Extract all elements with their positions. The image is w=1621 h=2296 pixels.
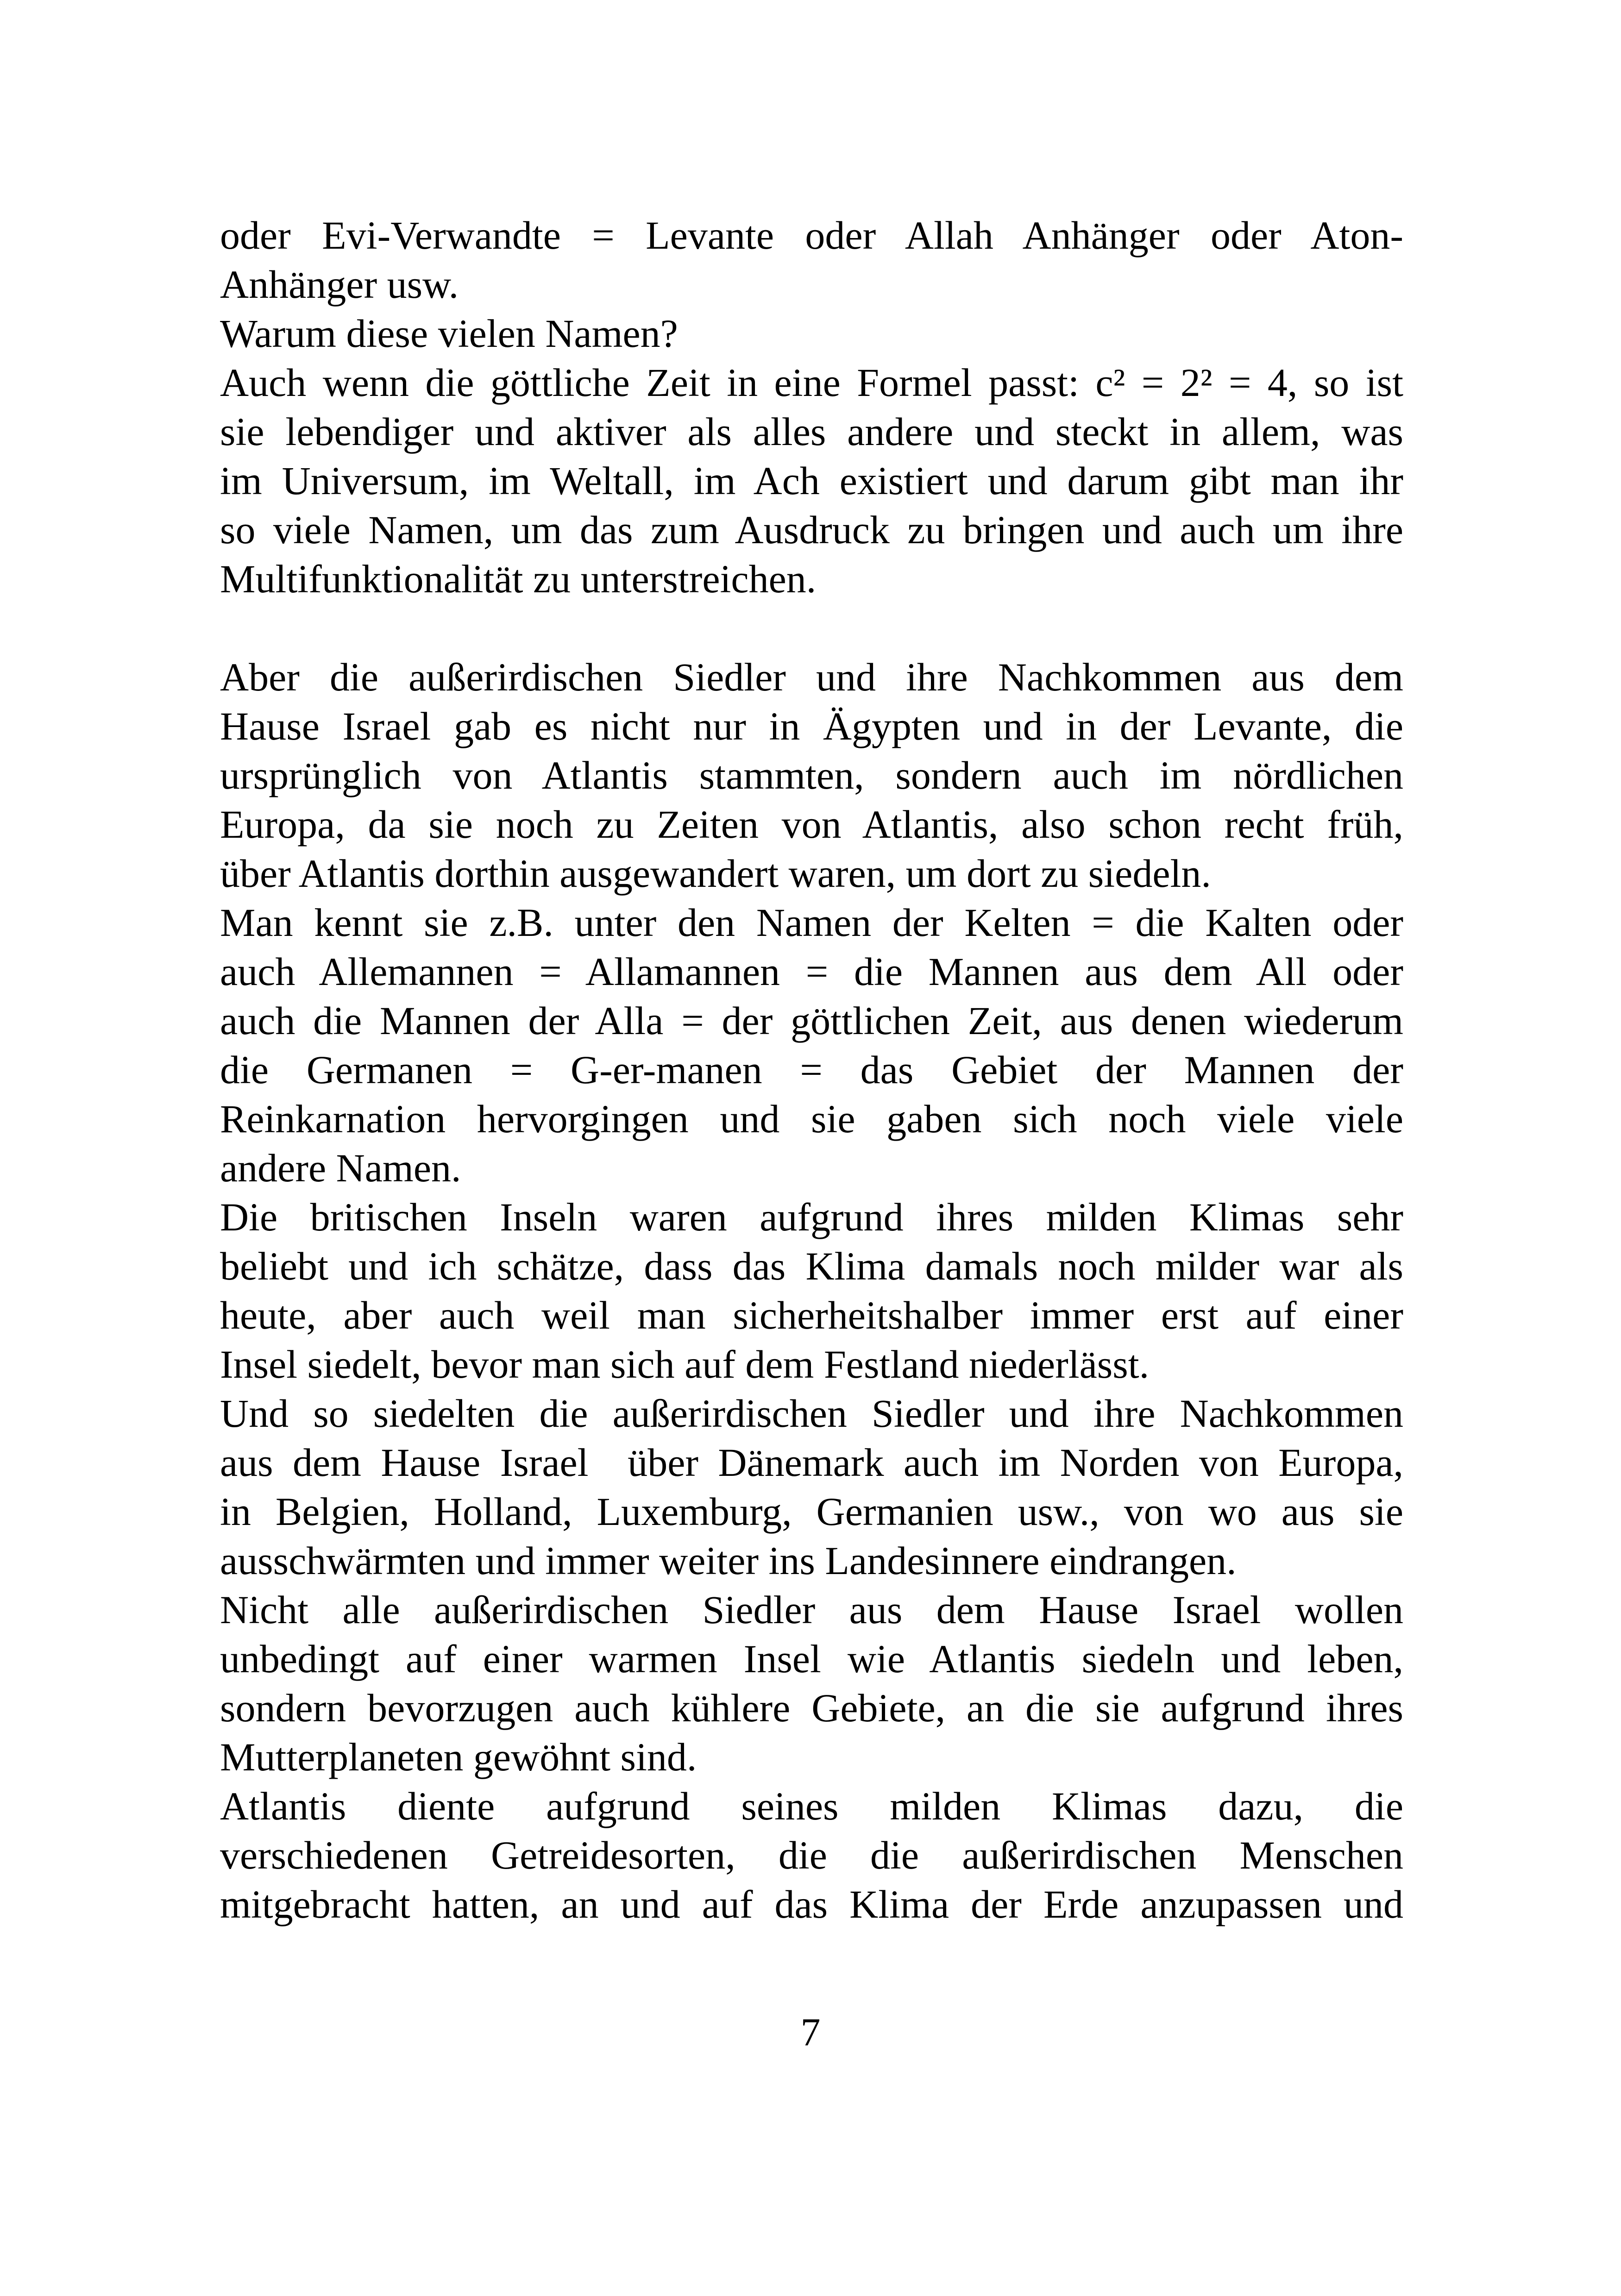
text-line: Die britischen Inseln waren aufgrund ihres milden Klimas sehr <box>220 1195 1403 1239</box>
text-line: ursprünglich von Atlantis stammten, sondern auch im nördlichen <box>220 753 1403 797</box>
text-line: Nicht alle außerirdischen Siedler aus dem Hause Israel wollen <box>220 1587 1403 1632</box>
text-line: so viele Namen, um das zum Ausdruck zu bringen und auch um ihre <box>220 508 1403 552</box>
text-line: Hause Israel gab es nicht nur in Ägypten und in der Levante, die <box>220 704 1403 748</box>
text-line: Atlantis diente aufgrund seines milden Klimas dazu, die <box>220 1784 1403 1828</box>
text-line: Man kennt sie z.B. unter den Namen der Kelten = die Kalten oder <box>220 900 1403 945</box>
text-line: verschiedenen Getreidesorten, die die außerirdischen Menschen <box>220 1833 1403 1877</box>
text-line: unbedingt auf einer warmen Insel wie Atlantis siedeln und leben, <box>220 1637 1403 1681</box>
text-line: über Atlantis dorthin ausgewandert waren, um dort zu siedeln. <box>220 851 1211 896</box>
text-line: die Germanen = G-er-manen = das Gebiet der Mannen der <box>220 1048 1403 1092</box>
text-line: auch Allemannen = Allamannen = die Mannen aus dem All oder <box>220 949 1403 994</box>
text-line: beliebt und ich schätze, dass das Klima damals noch milder war als <box>220 1244 1403 1288</box>
text-line: Reinkarnation hervorgingen und sie gaben sich noch viele viele <box>220 1097 1403 1141</box>
text-line: sondern bevorzugen auch kühlere Gebiete, an die sie aufgrund ihres <box>220 1686 1403 1730</box>
text-line: Anhänger usw. <box>220 262 459 307</box>
text-line: Auch wenn die göttliche Zeit in eine Formel passt: c² = 2² = 4, so ist <box>220 360 1403 405</box>
text-line: Multifunktionalität zu unterstreichen. <box>220 557 817 601</box>
text-line: oder Evi-Verwandte = Levante oder Allah Anhänger oder Aton- <box>220 213 1403 257</box>
paragraph-spacer <box>220 603 1403 652</box>
text-line: ausschwärmten und immer weiter ins Landesinnere eindrangen. <box>220 1538 1237 1583</box>
text-line: heute, aber auch weil man sicherheitshalber immer erst auf einer <box>220 1293 1403 1337</box>
text-line: Europa, da sie noch zu Zeiten von Atlantis, also schon recht früh, <box>220 802 1403 847</box>
text-line: auch die Mannen der Alla = der göttlichen Zeit, aus denen wiederum <box>220 998 1403 1043</box>
body-text <box>220 211 1403 1929</box>
text-line: im Universum, im Weltall, im Ach existiert und darum gibt man ihr <box>220 458 1403 503</box>
text-line: in Belgien, Holland, Luxemburg, Germanien usw., von wo aus sie <box>220 1489 1403 1534</box>
text-line: Insel siedelt, bevor man sich auf dem Festland niederlässt. <box>220 1342 1150 1386</box>
text-line: aus dem Hause Israel über Dänemark auch im Norden von Europa, <box>220 1440 1403 1485</box>
text-line: sie lebendiger und aktiver als alles andere und steckt in allem, was <box>220 409 1403 454</box>
text-line: Warum diese vielen Namen? <box>220 311 678 356</box>
text-line: mitgebracht hatten, an und auf das Klima der Erde anzupassen und <box>220 1882 1403 1926</box>
page-number: 7 <box>800 2010 821 2054</box>
text-line: Mutterplaneten gewöhnt sind. <box>220 1735 697 1779</box>
text-line: Und so siedelten die außerirdischen Siedler und ihre Nachkommen <box>220 1391 1403 1436</box>
text-line: andere Namen. <box>220 1146 461 1190</box>
text-line: Aber die außerirdischen Siedler und ihre Nachkommen aus dem <box>220 655 1403 699</box>
